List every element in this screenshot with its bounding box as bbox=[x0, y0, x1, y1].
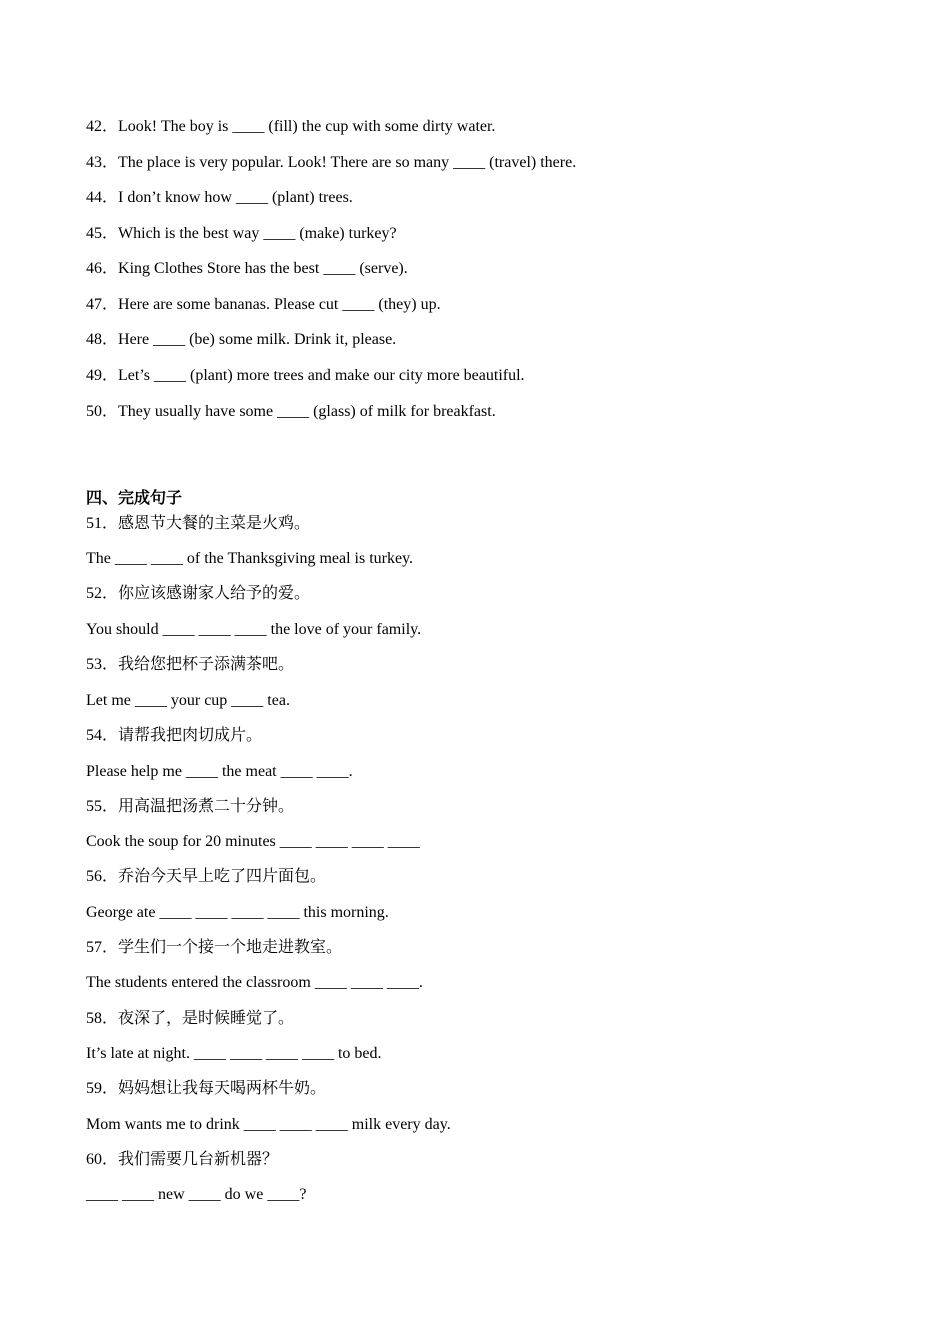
question-53-chinese bbox=[86, 655, 294, 675]
chinese-prompt: 学生们一个接一个地走进教室。 bbox=[118, 939, 343, 956]
question-59-english: Mom wants me to drink ____ ____ ____ milk every day. bbox=[86, 1116, 451, 1133]
chinese-prompt: 我们需要几台新机器？ bbox=[118, 1151, 279, 1168]
question-60-chinese bbox=[86, 1150, 278, 1170]
question-text: Let’s ____ (plant) more trees and make our city more beautiful. bbox=[118, 367, 525, 384]
chinese-prompt: 感恩节大餐的主菜是火鸡。 bbox=[118, 515, 311, 532]
question-number: 59． bbox=[86, 1080, 119, 1097]
chinese-prompt: 请帮我把肉切成片。 bbox=[118, 727, 263, 744]
question-51-english: The ____ ____ of the Thanksgiving meal is turkey. bbox=[86, 550, 414, 567]
question-number: 42． bbox=[86, 118, 119, 135]
question-number: 45． bbox=[86, 225, 119, 242]
chinese-prompt: 用高温把汤煮二十分钟。 bbox=[118, 798, 295, 815]
question-50 bbox=[86, 402, 496, 422]
question-number: 46． bbox=[86, 260, 119, 277]
question-49 bbox=[86, 366, 525, 386]
question-51-chinese bbox=[86, 514, 310, 534]
chinese-prompt: 乔治今天早上吃了四片面包。 bbox=[118, 868, 327, 885]
question-number: 53． bbox=[86, 656, 119, 673]
question-52-chinese bbox=[86, 584, 310, 604]
question-43 bbox=[86, 153, 576, 173]
question-58-english: It’s late at night. ____ ____ ____ ____ to bed. bbox=[86, 1045, 382, 1062]
question-number: 43． bbox=[86, 154, 119, 171]
question-60-english: ____ ____ new ____ do we ____? bbox=[86, 1186, 307, 1203]
question-text: The place is very popular. Look! There are so many ____ (travel) there. bbox=[118, 154, 577, 171]
question-number: 48． bbox=[86, 331, 119, 348]
question-text: King Clothes Store has the best ____ (serve). bbox=[118, 260, 408, 277]
question-58-chinese bbox=[86, 1009, 294, 1029]
question-46 bbox=[86, 259, 408, 279]
question-text: Here ____ (be) some milk. Drink it, please. bbox=[118, 331, 397, 348]
section-heading: 四、完成句子 bbox=[86, 490, 183, 507]
question-48 bbox=[86, 330, 396, 350]
question-52-english: You should ____ ____ ____ the love of your family. bbox=[86, 621, 422, 638]
chinese-prompt: 你应该感谢家人给予的爱。 bbox=[118, 585, 311, 602]
chinese-prompt: 妈妈想让我每天喝两杯牛奶。 bbox=[118, 1080, 327, 1097]
chinese-prompt: 夜深了，是时候睡觉了。 bbox=[118, 1010, 295, 1027]
question-54-chinese bbox=[86, 726, 262, 746]
question-number: 55． bbox=[86, 798, 119, 815]
question-number: 54． bbox=[86, 727, 119, 744]
question-number: 49． bbox=[86, 367, 119, 384]
question-59-chinese bbox=[86, 1079, 326, 1099]
question-text: Look! The boy is ____ (fill) the cup with some dirty water. bbox=[118, 118, 496, 135]
question-55-english: Cook the soup for 20 minutes ____ ____ ____ ____ bbox=[86, 833, 420, 850]
question-56-chinese bbox=[86, 867, 326, 887]
question-55-chinese bbox=[86, 797, 294, 817]
question-text: They usually have some ____ (glass) of milk for breakfast. bbox=[118, 403, 496, 420]
question-number: 56． bbox=[86, 868, 119, 885]
question-number: 60． bbox=[86, 1151, 119, 1168]
question-number: 50． bbox=[86, 403, 119, 420]
question-42 bbox=[86, 117, 495, 137]
question-number: 47． bbox=[86, 296, 119, 313]
question-57-english: The students entered the classroom ____ ____ ____. bbox=[86, 974, 423, 991]
question-number: 44． bbox=[86, 189, 119, 206]
question-54-english: Please help me ____ the meat ____ ____. bbox=[86, 763, 353, 780]
question-45 bbox=[86, 224, 397, 244]
question-number: 52． bbox=[86, 585, 119, 602]
question-text: Here are some bananas. Please cut ____ (they) up. bbox=[118, 296, 441, 313]
question-number: 57． bbox=[86, 939, 119, 956]
question-47 bbox=[86, 295, 441, 315]
question-number: 58． bbox=[86, 1010, 119, 1027]
chinese-prompt: 我给您把杯子添满茶吧。 bbox=[118, 656, 295, 673]
question-57-chinese bbox=[86, 938, 342, 958]
question-text: Which is the best way ____ (make) turkey? bbox=[118, 225, 397, 242]
question-text: I don’t know how ____ (plant) trees. bbox=[118, 189, 353, 206]
question-56-english: George ate ____ ____ ____ ____ this morning. bbox=[86, 904, 389, 921]
question-53-english: Let me ____ your cup ____ tea. bbox=[86, 692, 290, 709]
question-44 bbox=[86, 188, 353, 208]
question-number: 51． bbox=[86, 515, 119, 532]
